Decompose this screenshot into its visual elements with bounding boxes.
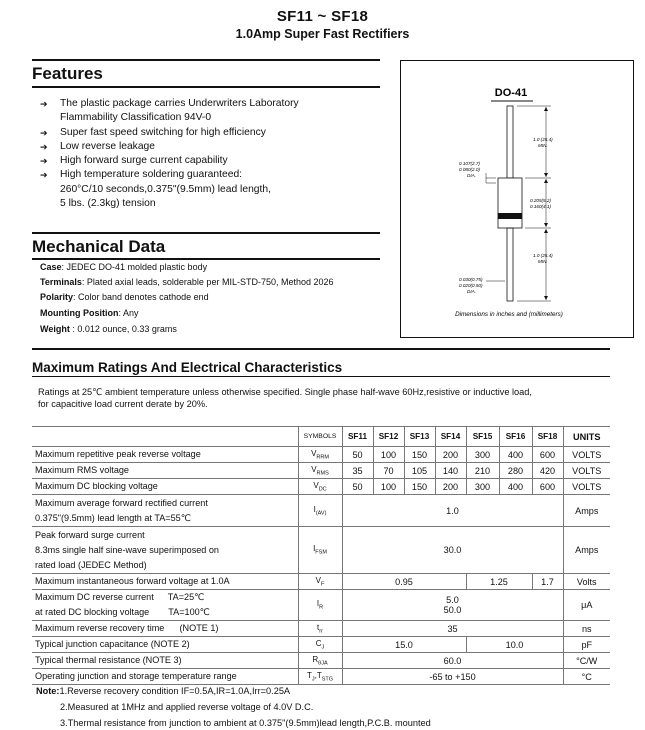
cathode-band [498,213,522,219]
svg-text:DIA.: DIA. [467,173,476,178]
arrow-bullet-icon: ➔ [40,99,48,109]
table-row: Maximum instantaneous forward voltage at 1.0A $V_F$ 0.95 1.25 1.7 Volts [32,574,610,590]
bottom-lead [507,228,513,301]
ratings-heading: Maximum Ratings And Electrical Characteristics [32,360,343,375]
feature-item: ➔ The plastic package carries Underwriters Laboratory [40,97,385,111]
mech-terminals: Terminals: Plated axial leads, solderable per MIL-STD-750, Method 2026 [40,277,334,287]
table-row: Peak forward surge current 8.3ms single half sine-wave superimposed on rated load (JEDEC Method) $I_{FSM}$ 30.0 Amps [32,527,610,574]
ratings-bottom-rule [32,376,610,377]
table-row: Maximum average forward rectified current 0.375"(9.5mm) lead length at TA=55℃ $I_{(AV)}$ 1.0 Amps [32,495,610,527]
svg-text:MIN.: MIN. [538,143,548,148]
table-row: Typical thermal resistance (NOTE 3) $R_{\theta JA}$ 60.0 °C/W [32,653,610,669]
mech-weight: Weight : 0.012 ounce, 0.33 grams [40,324,177,334]
package-name: DO-41 [494,87,528,99]
page-title: SF11 ~ SF18 [276,8,369,25]
table-row: Maximum DC reverse current TA=25℃ at rated DC blocking voltage TA=100℃ $I_R$ 5.0 50.0 μA [32,590,610,621]
arrow-bullet-icon: ➔ [40,170,48,181]
mech-polarity: Polarity: Color band denotes cathode end [40,292,209,302]
feature-continuation: Flammability Classification 94V-0 [60,112,212,123]
svg-text:0.030(0.75): 0.030(0.75) [459,277,483,282]
page-subtitle: 1.0Amp Super Fast Rectifiers [235,27,410,41]
top-lead [507,106,513,178]
do41-outline-drawing [401,61,635,339]
dimensions-caption: Dimensions in inches and (millimeters) [455,311,563,318]
features-bottom-rule [32,86,380,88]
table-row: Operating junction and storage temperature range $T_J,T_{STG}$ -65 to +150 °C [32,669,610,685]
feature-item: ➔ Super fast speed switching for high efficiency [40,126,385,140]
package-outline-panel [400,60,634,338]
svg-text:DIA.: DIA. [467,289,476,294]
arrow-bullet-icon: ➔ [40,127,48,138]
table-row: Typical junction capacitance (NOTE 2) $C_J$ 15.0 10.0 pF [32,637,610,653]
table-header-row: SYMBOLS SF11 SF12 SF13 SF14 SF15 SF16 SF18 UNITS [32,427,610,447]
svg-text:0.020(0.50): 0.020(0.50) [459,283,483,288]
ratings-note: Ratings at 25℃ ambient temperature unless otherwise specified. Single phase half-wave 60Hz,resistive or inductive load, for capacitive load current derate by 20%. [38,387,532,409]
svg-text:1.0 (25.4): 1.0 (25.4) [533,253,553,258]
features-heading: Features [32,64,103,83]
svg-text:0.107(2.7): 0.107(2.7) [459,161,480,166]
arrow-bullet-icon: ➔ [40,141,48,152]
svg-text:0.080(2.0): 0.080(2.0) [459,167,480,172]
svg-text:MIN.: MIN. [538,259,548,264]
svg-text:0.205(5.2): 0.205(5.2) [530,198,551,203]
svg-text:1.0 (25.4): 1.0 (25.4) [533,137,553,142]
svg-text:0.160(4.1): 0.160(4.1) [530,204,551,209]
notes-block: Note:1.Reverse recovery condition IF=0.5A,IR=1.0A,Irr=0.25A 2.Measured at 1MHz and applied reverse voltage of 4.0V D.C. 3.Thermal resistance from junction to ambient at 0.375"(9.5mm)lead length,P.C.B. mounted [36,686,431,728]
features-top-rule [32,59,380,61]
features-list [40,97,385,183]
table-row: Maximum RMS voltage $V_{RMS}$ 35 70 105 140 210 280 420 VOLTS [32,463,610,479]
feature-item: ➔ High forward surge current capability [40,154,385,168]
mech-mounting: Mounting Position: Any [40,308,139,318]
mechanical-heading: Mechanical Data [32,237,166,256]
mech-case: Case: JEDEC DO-41 molded plastic body [40,262,208,272]
ratings-top-rule [32,348,610,350]
table-row: Maximum repetitive peak reverse voltage $V_{RRM}$ 50 100 150 200 300 400 600 VOLTS [32,447,610,463]
feature-continuation: 260°C/10 seconds,0.375"(9.5mm) lead length, [60,184,271,195]
feature-continuation: 5 lbs. (2.3kg) tension [60,198,156,209]
table-row: Maximum DC blocking voltage $V_{DC}$ 50 100 150 200 300 400 600 VOLTS [32,479,610,495]
mechanical-bottom-rule [32,258,380,260]
feature-item: ➔ High temperature soldering guaranteed: [40,168,385,182]
mechanical-top-rule [32,232,380,234]
feature-item: ➔ Low reverse leakage [40,140,385,154]
arrow-bullet-icon: ➔ [40,156,48,167]
diode-body [498,178,522,228]
table-row: Maximum reverse recovery time (NOTE 1) $t_{rr}$ 35 ns [32,621,610,637]
ratings-table [32,426,610,685]
